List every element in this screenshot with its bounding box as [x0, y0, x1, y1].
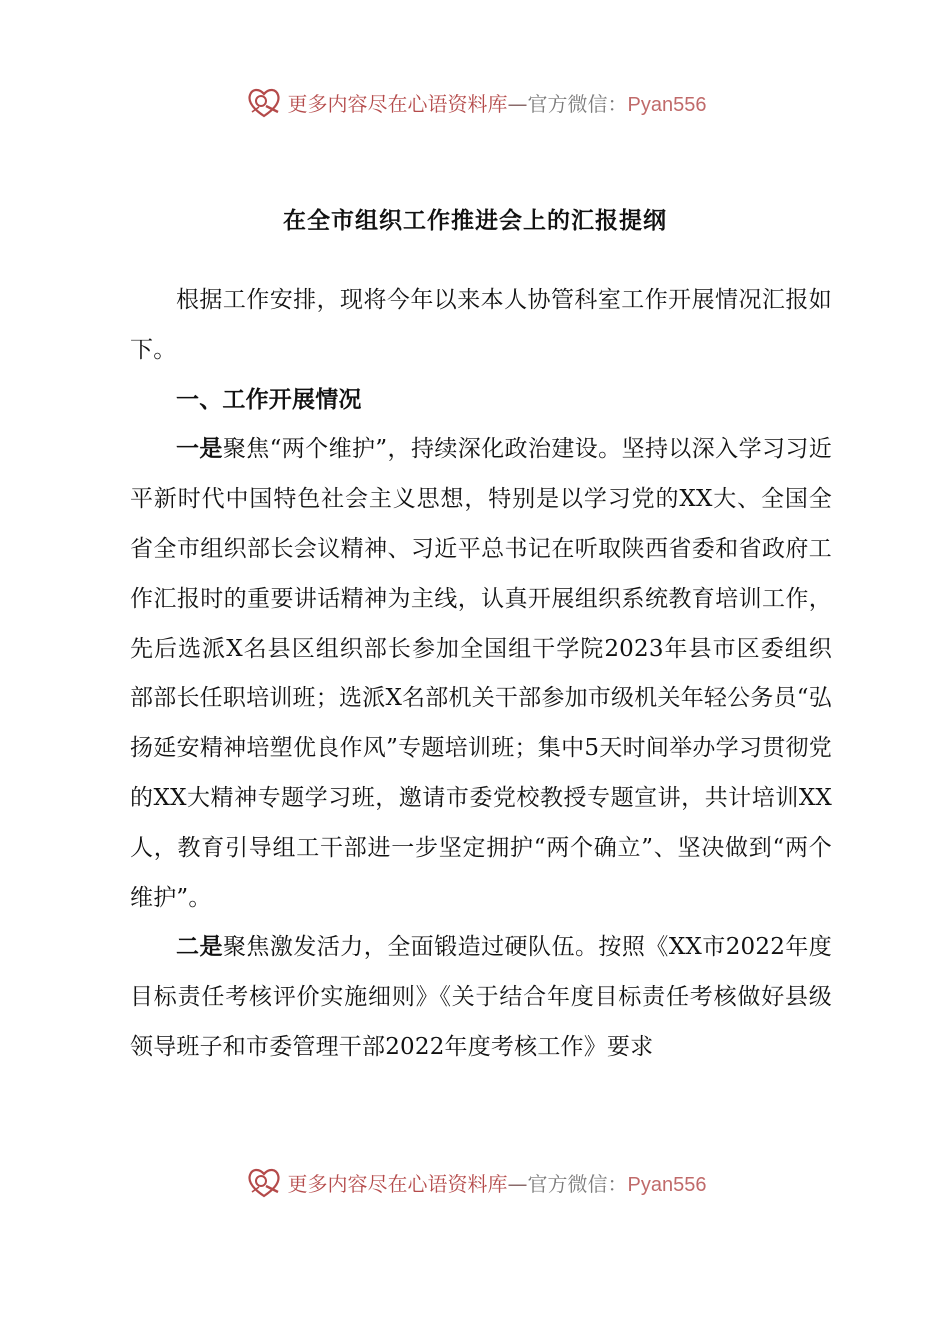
paragraph-2-lead: 二是	[176, 934, 223, 961]
watermark-banner-top	[0, 80, 950, 124]
heart-pen-logo-icon	[244, 1162, 284, 1202]
paragraph-2	[130, 923, 832, 1072]
paragraph-1-lead: 一是	[176, 436, 223, 463]
document-title: 在全市组织工作推进会上的汇报提纲	[283, 208, 667, 234]
paragraph-2-body: 聚焦激发活力，全面锻造过硬队伍。按照《XX市2022年度目标责任考核评价实施细则》《关于结合年度目标责任考核做好县级领导班子和市委管理干部2022年度考核工作》要求	[130, 934, 832, 1060]
heart-pen-logo-icon	[244, 82, 284, 122]
paragraph-1-body: 聚焦“两个维护”，持续深化政治建设。坚持以深入学习习近平新时代中国特色社会主义思想，特别是以学习党的XX大、全国全省全市组织部长会议精神、习近平总书记在听取陕西省委和省政府工作汇报时的重要讲话精神为主线，认真开展组织系统教育培训工作，先后选派X名县区组织部长参加全国组干学院2023年县市区委组织部部长任职培训班；选派X名部机关干部参加市级机关年轻公务员“弘扬延安精神培塑优良作风”专题培训班；集中5天时间举办学习贯彻党的XX大精神专题学习班，邀请市委党校教授专题宣讲，共计培训XX人，教育引导组工干部进一步坚定拥护“两个确立”、坚决做到“两个维护”。	[130, 436, 832, 911]
intro-paragraph: 根据工作安排，现将今年以来本人协管科室工作开展情况汇报如下。	[130, 287, 832, 363]
section-heading: 一、工作开展情况	[176, 386, 362, 413]
document-body	[130, 276, 832, 1073]
watermark-banner-bottom	[0, 1160, 950, 1204]
paragraph-1	[130, 425, 832, 923]
watermark-text: 更多内容尽在心语资料库—官方微信：Pyan556	[287, 91, 707, 116]
watermark-text: 更多内容尽在心语资料库—官方微信：Pyan556	[287, 1171, 707, 1196]
